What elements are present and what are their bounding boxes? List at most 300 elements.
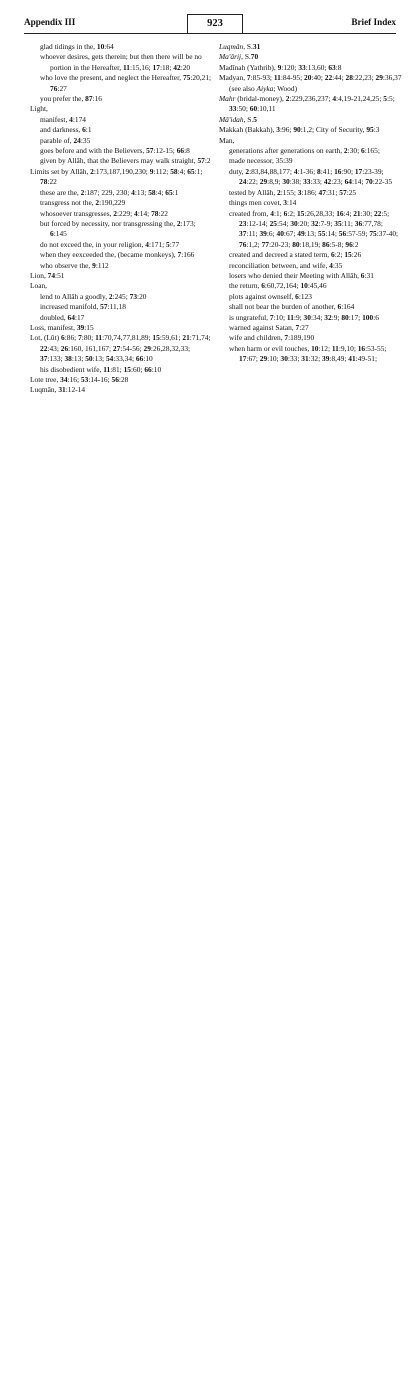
entry-text: reconciliation between, and wife, bbox=[229, 260, 330, 270]
index-subentry bbox=[40, 125, 213, 135]
entry-text: :83,84,88,177; bbox=[249, 166, 294, 176]
surah-number: 76 bbox=[239, 239, 247, 249]
surah-number: 35 bbox=[334, 218, 342, 228]
surah-number: 36 bbox=[354, 218, 363, 228]
entry-text: :71,74; bbox=[189, 333, 211, 343]
surah-number: 60 bbox=[249, 104, 258, 114]
index-subentry bbox=[229, 281, 402, 291]
surah-number: 2 bbox=[285, 94, 290, 104]
surah-number: 11 bbox=[286, 312, 294, 322]
entry-text: when they eexceeded the, (became monkeys), bbox=[40, 250, 178, 260]
entry-text: :18; bbox=[159, 62, 174, 72]
surah-number: 96 bbox=[345, 239, 353, 249]
entry-text: :30; bbox=[347, 146, 361, 156]
surah-number: 11 bbox=[273, 73, 281, 83]
surah-number: 4 bbox=[131, 187, 135, 197]
surah-number: 66 bbox=[135, 354, 144, 364]
surah-number: 6 bbox=[360, 146, 365, 156]
surah-number: 90 bbox=[293, 125, 301, 135]
entry-text: :229; bbox=[116, 208, 135, 218]
entry-text: :245; bbox=[112, 291, 130, 301]
surah-number: 39 bbox=[322, 354, 330, 364]
entry-text: ; Wood) bbox=[273, 83, 298, 93]
index-subentry bbox=[229, 198, 402, 208]
entry-text: :4; bbox=[177, 166, 188, 176]
surah-number: 76 bbox=[50, 83, 58, 93]
entry-text: :40; bbox=[311, 73, 325, 83]
surah-number: 6 bbox=[82, 125, 86, 135]
surah-number: 42 bbox=[323, 177, 332, 187]
surah-number: 65 bbox=[165, 187, 173, 197]
entry-text: :70,74,77,81,89; bbox=[102, 333, 153, 343]
surah-number: 37 bbox=[40, 354, 48, 364]
surah-number: 75 bbox=[369, 229, 377, 239]
surah-number: 4 bbox=[145, 239, 149, 249]
index-entry bbox=[30, 281, 213, 291]
surah-number: 33 bbox=[303, 177, 311, 187]
surah-number: 2 bbox=[277, 187, 281, 197]
entry-text: :60; bbox=[130, 364, 145, 374]
entry-text: :17; bbox=[348, 312, 363, 322]
index-column-left bbox=[30, 42, 213, 396]
entry-text: :59,61; bbox=[159, 333, 183, 343]
entry-text: :31 bbox=[364, 270, 374, 280]
index-subentry bbox=[229, 188, 402, 198]
surah-number: 22 bbox=[324, 73, 333, 83]
entry-text: :1; bbox=[273, 208, 284, 218]
index-subentry bbox=[229, 344, 402, 365]
entry-text: :26 bbox=[351, 250, 362, 260]
entry-text: :10 bbox=[143, 354, 153, 364]
entry-text: :171; bbox=[149, 239, 167, 249]
entry-text: :123 bbox=[298, 291, 312, 301]
entry-text: Lion, bbox=[30, 270, 48, 280]
entry-text: created from, bbox=[229, 208, 271, 218]
surah-number: 31 bbox=[252, 42, 261, 51]
entry-text: :11; bbox=[246, 229, 260, 239]
entry-text: :11,18 bbox=[107, 302, 126, 312]
entry-text: when harm or evil touches, bbox=[229, 343, 312, 353]
index-entry bbox=[30, 323, 213, 333]
italic-term: Aiyka bbox=[256, 83, 274, 93]
entry-text: :112; bbox=[153, 166, 171, 176]
entry-text: :3 bbox=[373, 125, 380, 135]
italic-term: Ma'ârij bbox=[219, 52, 242, 62]
entry-text: :120; bbox=[281, 62, 299, 72]
index-subentry bbox=[40, 146, 213, 156]
surah-number: 9 bbox=[149, 166, 154, 176]
entry-text: :80; bbox=[81, 333, 96, 343]
surah-number: 57 bbox=[146, 146, 154, 156]
entry-text: :20; bbox=[297, 218, 312, 228]
entry-text: :6; bbox=[266, 229, 277, 239]
index-entry bbox=[30, 271, 213, 281]
entry-text: :49-51; bbox=[355, 354, 378, 364]
entry-text: :23-39; bbox=[362, 166, 384, 176]
surah-number: 7 bbox=[295, 322, 300, 332]
entry-text: Madînah (Yathrib), bbox=[219, 62, 278, 72]
surah-number: 10 bbox=[300, 281, 308, 291]
surah-number: 2 bbox=[80, 187, 85, 197]
surah-number: 32 bbox=[311, 218, 319, 228]
entry-text: :165; bbox=[364, 146, 380, 156]
entry-text: Loss, manifest, bbox=[30, 322, 77, 332]
surah-number: 6 bbox=[360, 270, 365, 280]
entry-text: :2 bbox=[204, 156, 211, 166]
surah-number: 80 bbox=[292, 239, 300, 249]
surah-number: 15 bbox=[123, 364, 131, 374]
index-subentry bbox=[229, 323, 402, 333]
entry-text: :13; bbox=[92, 354, 106, 364]
surah-number: 66 bbox=[176, 146, 185, 156]
index-subentry bbox=[40, 313, 213, 323]
surah-number: 6 bbox=[295, 291, 299, 301]
surah-number: 21 bbox=[353, 208, 361, 218]
index-subentry bbox=[40, 209, 213, 219]
surah-number: 5 bbox=[383, 94, 387, 104]
entry-text: , S. bbox=[241, 52, 251, 62]
entry-text: :50; bbox=[236, 104, 250, 114]
surah-number: 8 bbox=[317, 166, 321, 176]
index-entry bbox=[219, 73, 402, 94]
entry-text: :15,16; bbox=[129, 62, 153, 72]
surah-number: 29 bbox=[259, 177, 268, 187]
surah-number: 4 bbox=[293, 166, 298, 176]
surah-number: 22 bbox=[373, 208, 382, 218]
entry-text: whoever desires, gets therein; but then there will be no portion in the Hereafter, bbox=[40, 52, 202, 72]
surah-number: 9 bbox=[277, 62, 282, 72]
surah-number: 15 bbox=[152, 333, 160, 343]
entry-text: manifest, bbox=[40, 114, 70, 124]
entry-text: :27 bbox=[299, 322, 309, 332]
entry-text: Makkah (Bakkah), bbox=[219, 125, 277, 135]
entry-text: :53-55; bbox=[365, 343, 387, 353]
entry-text: :187; 229, 230; bbox=[84, 187, 132, 197]
surah-number: 5 bbox=[253, 114, 257, 124]
surah-number: 86 bbox=[322, 239, 330, 249]
index-subentry bbox=[229, 302, 402, 312]
surah-number: 47 bbox=[318, 187, 326, 197]
entry-text: :174 bbox=[72, 114, 86, 124]
entry-text: lend to Allâh a goodly, bbox=[40, 291, 109, 301]
italic-term: Luqmân bbox=[219, 42, 244, 51]
entry-text: :6 bbox=[373, 312, 379, 322]
surah-number: 70 bbox=[250, 52, 259, 62]
surah-number: 2 bbox=[90, 166, 94, 176]
entry-text: :22,23; bbox=[352, 73, 376, 83]
entry-text: :12; bbox=[318, 343, 332, 353]
surah-number: 29 bbox=[259, 354, 268, 364]
index-entry bbox=[30, 333, 213, 364]
entry-text: :13,60; bbox=[305, 62, 329, 72]
surah-number: 37 bbox=[239, 229, 247, 239]
surah-number: 3 bbox=[276, 125, 280, 135]
surah-number: 22 bbox=[40, 343, 48, 353]
entry-text: :8,49; bbox=[329, 354, 349, 364]
surah-number: 2 bbox=[245, 166, 250, 176]
index-subentry bbox=[40, 115, 213, 125]
index-subentry bbox=[40, 136, 213, 146]
entry-text: :16 bbox=[92, 94, 102, 104]
header-rule bbox=[24, 33, 396, 34]
surah-number: 75 bbox=[182, 73, 191, 83]
entry-text: :51 bbox=[55, 270, 65, 280]
entry-text: :164 bbox=[341, 302, 355, 312]
entry-text: :2; bbox=[287, 208, 297, 218]
surah-number: 7 bbox=[246, 73, 251, 83]
surah-number: 24 bbox=[73, 135, 81, 145]
entry-text: :20 bbox=[180, 62, 191, 72]
entry-text: :189,190 bbox=[288, 333, 315, 343]
surah-number: 4 bbox=[329, 260, 333, 270]
entry-text: :14 bbox=[286, 198, 297, 208]
surah-number: 30 bbox=[282, 177, 290, 187]
index-entry bbox=[30, 104, 213, 114]
entry-text: Man, bbox=[219, 135, 235, 145]
entry-text: :22 bbox=[158, 208, 168, 218]
surah-number: 4 bbox=[270, 208, 274, 218]
entry-text: glad tidings in the, bbox=[40, 42, 97, 51]
surah-number: 2 bbox=[95, 198, 100, 208]
italic-term: Mâ'idah bbox=[219, 114, 244, 124]
entry-text: :5; bbox=[381, 208, 390, 218]
surah-number: 7 bbox=[284, 333, 289, 343]
index-subentry bbox=[40, 240, 213, 250]
entry-text: doubled, bbox=[40, 312, 68, 322]
entry-text: :17 bbox=[74, 312, 85, 322]
entry-text: :85-93; bbox=[250, 73, 274, 83]
surah-number: 3 bbox=[297, 187, 302, 197]
surah-number: 11 bbox=[95, 333, 103, 343]
entry-text: :14; bbox=[137, 208, 152, 218]
index-subentry bbox=[40, 52, 213, 73]
entry-text: , S. bbox=[243, 42, 253, 51]
entry-text: :54; bbox=[276, 218, 291, 228]
entry-text: :12-14; bbox=[246, 218, 270, 228]
entry-text: the return, bbox=[229, 281, 262, 291]
index-entry bbox=[219, 94, 402, 115]
surah-number: 78 bbox=[151, 208, 159, 218]
entry-text: :155; bbox=[280, 187, 298, 197]
entry-text: whosoever transgresses, bbox=[40, 208, 114, 218]
entry-text: transgress not the, bbox=[40, 198, 96, 208]
entry-text: who love the present, and neglect the Hereafter, bbox=[40, 73, 183, 83]
entry-text: :11; bbox=[341, 218, 355, 228]
entry-text: Light, bbox=[30, 104, 48, 114]
entry-text: goes before and with the Believers, bbox=[40, 146, 147, 156]
surah-number: 6 bbox=[261, 281, 265, 291]
surah-number: 33 bbox=[229, 104, 237, 114]
surah-number: 6 bbox=[330, 250, 335, 260]
surah-number: 64 bbox=[67, 312, 75, 322]
entry-text: and darkness, bbox=[40, 125, 83, 135]
entry-text: :2; bbox=[334, 250, 345, 260]
entry-text: :28 bbox=[118, 375, 129, 384]
entry-text: do not exceed the, in your religion, bbox=[40, 239, 146, 249]
entry-text: :31; bbox=[325, 187, 340, 197]
surah-number: 9 bbox=[92, 260, 96, 270]
entry-text: plots against ownself, bbox=[229, 291, 296, 301]
entry-text: :33; bbox=[287, 354, 302, 364]
index-subentry bbox=[40, 365, 213, 375]
entry-text: these are the, bbox=[40, 187, 81, 197]
italic-term: Mahr bbox=[219, 94, 236, 104]
index-entry bbox=[219, 42, 402, 52]
surah-number: 4 bbox=[332, 94, 337, 104]
entry-text: :160, 161,167; bbox=[68, 343, 113, 353]
entry-text: :13; bbox=[71, 354, 86, 364]
index-subentry bbox=[40, 292, 213, 302]
page-header bbox=[24, 14, 396, 36]
entry-text: :112 bbox=[95, 260, 109, 270]
surah-number: 53 bbox=[80, 375, 89, 384]
entry-text: :9; bbox=[331, 312, 342, 322]
surah-number: 30 bbox=[303, 312, 311, 322]
entry-text: Lote tree, bbox=[30, 375, 61, 384]
entry-text: losers who denied their Meeting with Allâh, bbox=[229, 270, 361, 280]
entry-text: :90; bbox=[341, 166, 355, 176]
entry-text: :4; bbox=[343, 208, 354, 218]
surah-number: 2 bbox=[113, 208, 117, 218]
entry-text: :32; bbox=[308, 354, 322, 364]
surah-number: 15 bbox=[296, 208, 305, 218]
entry-text: :20-23; bbox=[268, 239, 293, 249]
entry-text: :22 bbox=[47, 177, 57, 187]
entry-text: :12-14 bbox=[65, 385, 86, 395]
entry-text: :9; bbox=[293, 312, 304, 322]
surah-number: 17 bbox=[239, 354, 247, 364]
surah-number: 80 bbox=[341, 312, 349, 322]
index-subentry bbox=[40, 156, 213, 166]
entry-text: Lot, (Lût) bbox=[30, 333, 61, 343]
entry-text: :18,19; bbox=[299, 239, 323, 249]
entry-text: :1,2; bbox=[246, 239, 262, 249]
entry-text: :173,187,190,230; bbox=[93, 166, 150, 176]
entry-text: :45,46 bbox=[307, 281, 327, 291]
entry-text: :67; bbox=[283, 229, 298, 239]
entry-text: :13; bbox=[134, 187, 149, 197]
entry-text: :33,34; bbox=[113, 354, 136, 364]
surah-number: 31 bbox=[58, 385, 66, 395]
entry-text: :145 bbox=[53, 229, 67, 239]
entry-text: :26,28,33; bbox=[304, 208, 337, 218]
surah-number: 11 bbox=[122, 62, 130, 72]
entry-text: :10; bbox=[267, 354, 281, 364]
entry-text: :57-59; bbox=[346, 229, 370, 239]
index-entry bbox=[219, 136, 402, 146]
surah-number: 24 bbox=[239, 177, 247, 187]
entry-text: :84-95; bbox=[280, 73, 305, 83]
surah-number: 15 bbox=[344, 250, 352, 260]
entry-text: but forced by necessity, nor transgressing the, bbox=[40, 218, 177, 228]
surah-number: 57 bbox=[339, 187, 347, 197]
entry-text: :13; bbox=[304, 229, 319, 239]
entry-text: :20,21; bbox=[190, 73, 212, 83]
surah-number: 34 bbox=[60, 375, 68, 384]
entry-text: :4; bbox=[155, 187, 166, 197]
surah-number: 20 bbox=[304, 73, 312, 83]
surah-number: 21 bbox=[182, 333, 190, 343]
entry-text: :22; bbox=[246, 177, 260, 187]
surah-number: 66 bbox=[144, 364, 152, 374]
entry-text: created and decreed a stated term, bbox=[229, 250, 331, 260]
surah-number: 23 bbox=[239, 218, 247, 228]
entry-text: :77,78; bbox=[362, 218, 383, 228]
entry-text: (bridal-money), bbox=[235, 94, 286, 104]
surah-number: 57 bbox=[100, 302, 108, 312]
surah-number: 58 bbox=[148, 187, 156, 197]
entry-text: generations after generations on earth, bbox=[229, 146, 344, 156]
surah-number: 10 bbox=[311, 343, 319, 353]
entry-text: increased manifold, bbox=[40, 302, 101, 312]
index-subentry bbox=[229, 167, 402, 188]
surah-number: 5 bbox=[166, 239, 170, 249]
index-column-right bbox=[219, 42, 402, 365]
entry-text: :1-36; bbox=[297, 166, 318, 176]
entry-text: :33; bbox=[310, 177, 324, 187]
surah-number: 54 bbox=[105, 354, 114, 364]
surah-number: 31 bbox=[301, 354, 309, 364]
surah-number: 42 bbox=[173, 62, 181, 72]
entry-text: Madyan, bbox=[219, 73, 247, 83]
entry-text: Loan, bbox=[30, 281, 48, 291]
surah-number: 50 bbox=[85, 354, 93, 364]
entry-text: :35 bbox=[332, 260, 343, 270]
entry-text: given by Allâh, that the Believers may walk straight, bbox=[40, 156, 198, 166]
surah-number: 74 bbox=[47, 270, 56, 280]
entry-text: :8 bbox=[335, 62, 342, 72]
entry-text: :8 bbox=[184, 146, 190, 156]
index-entry bbox=[30, 167, 213, 188]
entry-text: duty, bbox=[229, 166, 246, 176]
entry-text: :14-16; bbox=[88, 375, 112, 384]
surah-number: 10 bbox=[96, 42, 105, 51]
surah-number: 28 bbox=[345, 73, 353, 83]
surah-number: 7 bbox=[269, 312, 274, 322]
surah-number: 30 bbox=[280, 354, 288, 364]
surah-number: 29 bbox=[143, 343, 151, 353]
surah-number: 3 bbox=[283, 198, 287, 208]
surah-number: 55 bbox=[318, 229, 326, 239]
surah-number: 11 bbox=[103, 364, 111, 374]
surah-number: 39 bbox=[76, 322, 85, 332]
entry-text: :77 bbox=[169, 239, 180, 249]
entry-text: wife and children, bbox=[229, 333, 285, 343]
entry-text: :9,10; bbox=[338, 343, 358, 353]
entry-text: :16; bbox=[67, 375, 81, 384]
surah-number: 7 bbox=[78, 333, 82, 343]
entry-text: warned against Satan, bbox=[229, 322, 296, 332]
surah-number: 27 bbox=[112, 343, 121, 353]
index-entry bbox=[219, 63, 402, 73]
entry-text: his disobedient wife, bbox=[40, 364, 104, 374]
entry-text: :10 bbox=[151, 364, 162, 374]
entry-text: :36,37 (see also bbox=[229, 73, 402, 93]
index-subentry bbox=[229, 271, 402, 281]
surah-number: 40 bbox=[276, 229, 284, 239]
entry-text: :96; bbox=[279, 125, 294, 135]
entry-text: you prefer the, bbox=[40, 94, 86, 104]
surah-number: 2 bbox=[343, 146, 348, 156]
surah-number: 25 bbox=[269, 218, 277, 228]
entry-text: parable of, bbox=[40, 135, 74, 145]
index-entry bbox=[219, 52, 402, 62]
entry-text: :26,28,32,33; bbox=[150, 343, 191, 353]
surah-number: 2 bbox=[176, 218, 181, 228]
surah-number: 16 bbox=[334, 166, 342, 176]
surah-number: 57 bbox=[197, 156, 205, 166]
entry-text: :86; bbox=[64, 333, 79, 343]
